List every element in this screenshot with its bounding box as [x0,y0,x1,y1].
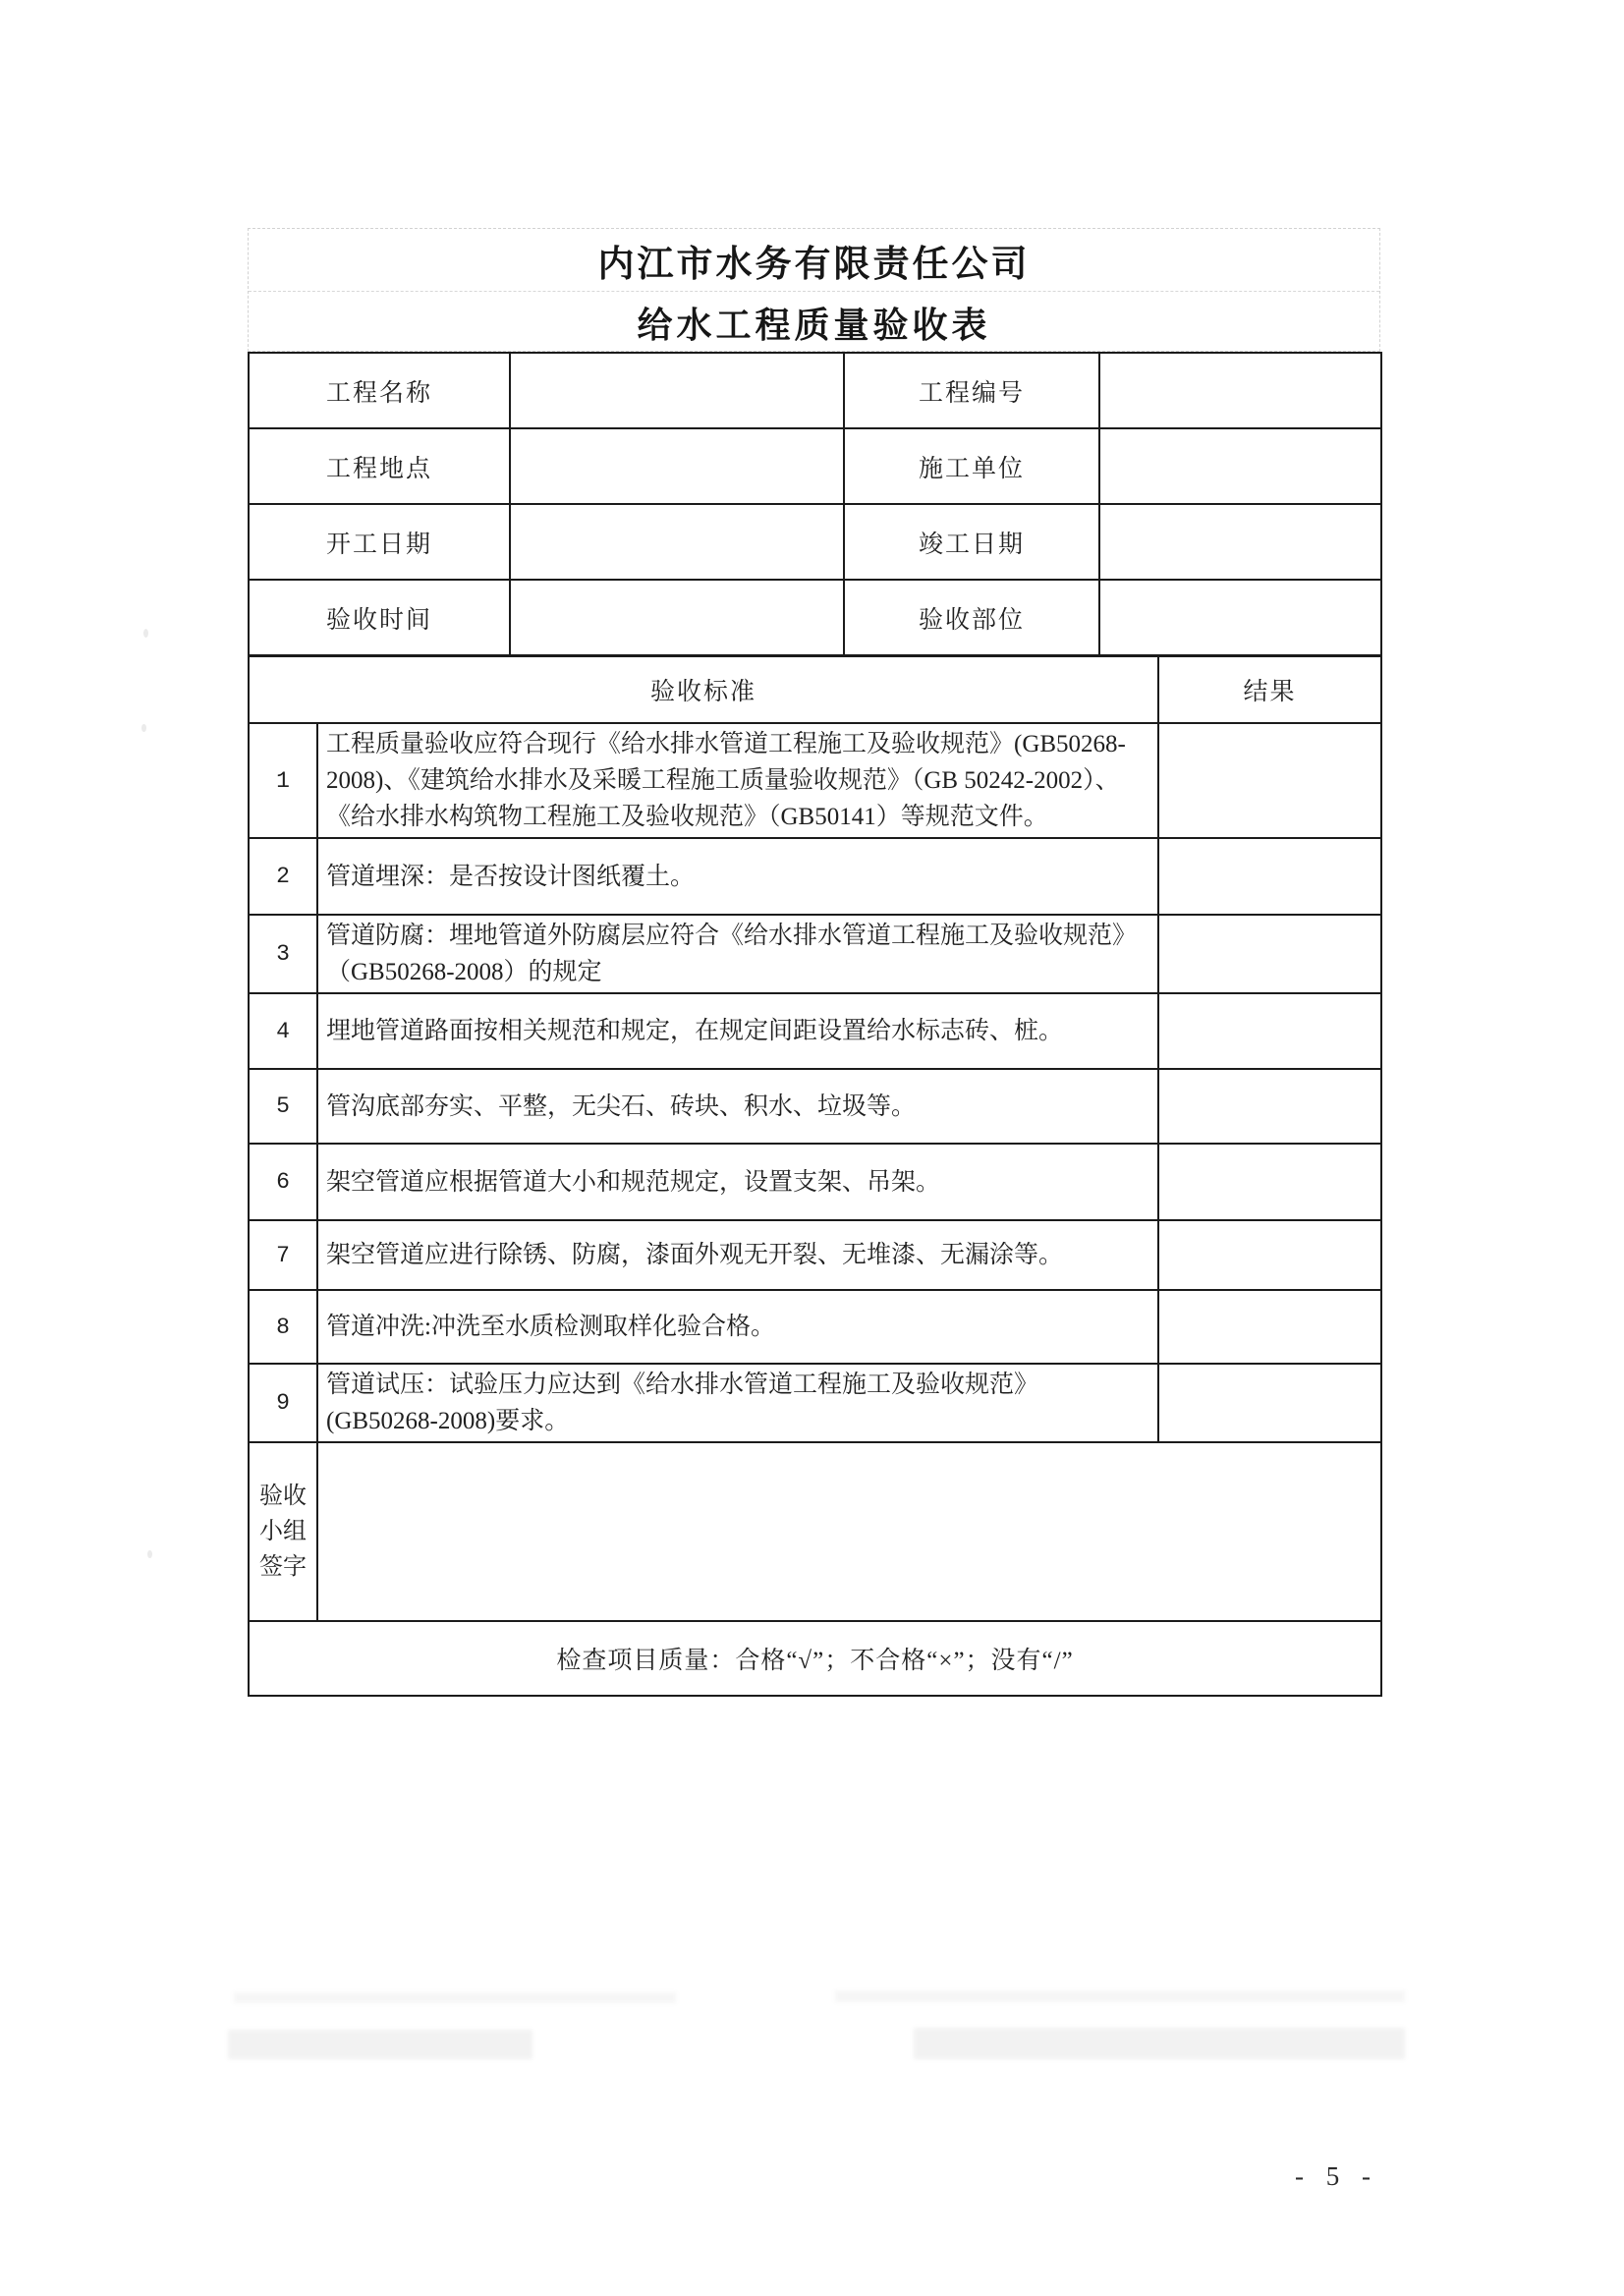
standard-row-5 [249,1069,1381,1144]
value-project-location [510,428,844,504]
row-number: 3 [249,915,317,993]
row-number: 8 [249,1290,317,1364]
result-cell [1158,1220,1381,1290]
standard-row-9 [249,1364,1381,1442]
label-project-name: 工程名称 [249,353,510,428]
info-row-3 [249,504,1381,580]
standard-text: 工程质量验收应符合现行《给水排水管道工程施工及验收规范》(GB50268-2008)、《建筑给水排水及采暖工程施工质量验收规范》（GB 50242-2002）、《给水排水构筑物工程施工及验收规范》（GB50141）等规范文件。 [317,723,1158,838]
result-cell [1158,1144,1381,1220]
row-number: 4 [249,993,317,1069]
standard-row-1 [249,723,1381,838]
standard-text: 管道防腐：埋地管道外防腐层应符合《给水排水管道工程施工及验收规范》（GB50268-2008）的规定 [317,915,1158,993]
standard-text: 架空管道应根据管道大小和规范规定，设置支架、吊架。 [317,1144,1158,1220]
row-number: 2 [249,838,317,915]
signature-area [317,1442,1381,1621]
row-number: 1 [249,723,317,838]
label-construction-unit: 施工单位 [844,428,1099,504]
info-row-2 [249,428,1381,504]
signature-label: 验收小组签字 [249,1442,317,1621]
standard-text: 架空管道应进行除锈、防腐，漆面外观无开裂、无堆漆、无漏涂等。 [317,1220,1158,1290]
row-number: 9 [249,1364,317,1442]
scan-speck [147,1550,152,1558]
info-row-1 [249,353,1381,428]
value-acceptance-part [1099,580,1381,655]
footer-note: 检查项目质量：合格“√”；不合格“×”；没有“/” [249,1621,1381,1696]
standard-row-4 [249,993,1381,1069]
standard-row-3 [249,915,1381,993]
project-info-table [248,352,1382,656]
row-number: 6 [249,1144,317,1220]
bleedthrough-smudge [234,1992,676,2003]
result-cell [1158,1290,1381,1364]
value-project-number [1099,353,1381,428]
result-cell [1158,993,1381,1069]
label-project-number: 工程编号 [844,353,1099,428]
result-cell [1158,723,1381,838]
form-title-row [249,292,1379,353]
label-project-location: 工程地点 [249,428,510,504]
row-number: 5 [249,1069,317,1144]
standard-row-6 [249,1144,1381,1220]
scan-speck [141,724,146,732]
signature-row [249,1442,1381,1621]
standard-row-2 [249,838,1381,915]
result-cell [1158,915,1381,993]
label-acceptance-part: 验收部位 [844,580,1099,655]
footer-note-row [249,1621,1381,1696]
standard-row-7 [249,1220,1381,1290]
value-construction-unit [1099,428,1381,504]
form-title: 给水工程质量验收表 [637,305,991,345]
bleedthrough-smudge [228,2030,532,2059]
bleedthrough-smudge [914,2028,1405,2059]
result-cell [1158,1364,1381,1442]
bleedthrough-smudge [835,1990,1405,2002]
standard-text: 管沟底部夯实、平整，无尖石、砖块、积水、垃圾等。 [317,1069,1158,1144]
info-row-4 [249,580,1381,655]
company-name-row [249,229,1379,292]
result-column-header: 结果 [1158,656,1381,723]
form-header [248,228,1380,352]
label-start-date: 开工日期 [249,504,510,580]
page-number: - 5 - [1295,2161,1378,2191]
standard-row-8 [249,1290,1381,1364]
result-cell [1158,1069,1381,1144]
company-name: 内江市水务有限责任公司 [597,244,1031,285]
label-completion-date: 竣工日期 [844,504,1099,580]
scan-speck [143,629,148,638]
result-cell [1158,838,1381,915]
label-acceptance-time: 验收时间 [249,580,510,655]
value-project-name [510,353,844,428]
criteria-column-header: 验收标准 [249,656,1158,723]
value-completion-date [1099,504,1381,580]
standard-text: 管道试压：试验压力应达到《给水排水管道工程施工及验收规范》(GB50268-2008)要求。 [317,1364,1158,1442]
value-start-date [510,504,844,580]
row-number: 7 [249,1220,317,1290]
standard-text: 埋地管道路面按相关规范和规定，在规定间距设置给水标志砖、桩。 [317,993,1158,1069]
standard-text: 管道冲洗:冲洗至水质检测取样化验合格。 [317,1290,1158,1364]
value-acceptance-time [510,580,844,655]
acceptance-standards-table [248,655,1382,1697]
standards-header-row [249,656,1381,723]
standard-text: 管道埋深：是否按设计图纸覆土。 [317,838,1158,915]
